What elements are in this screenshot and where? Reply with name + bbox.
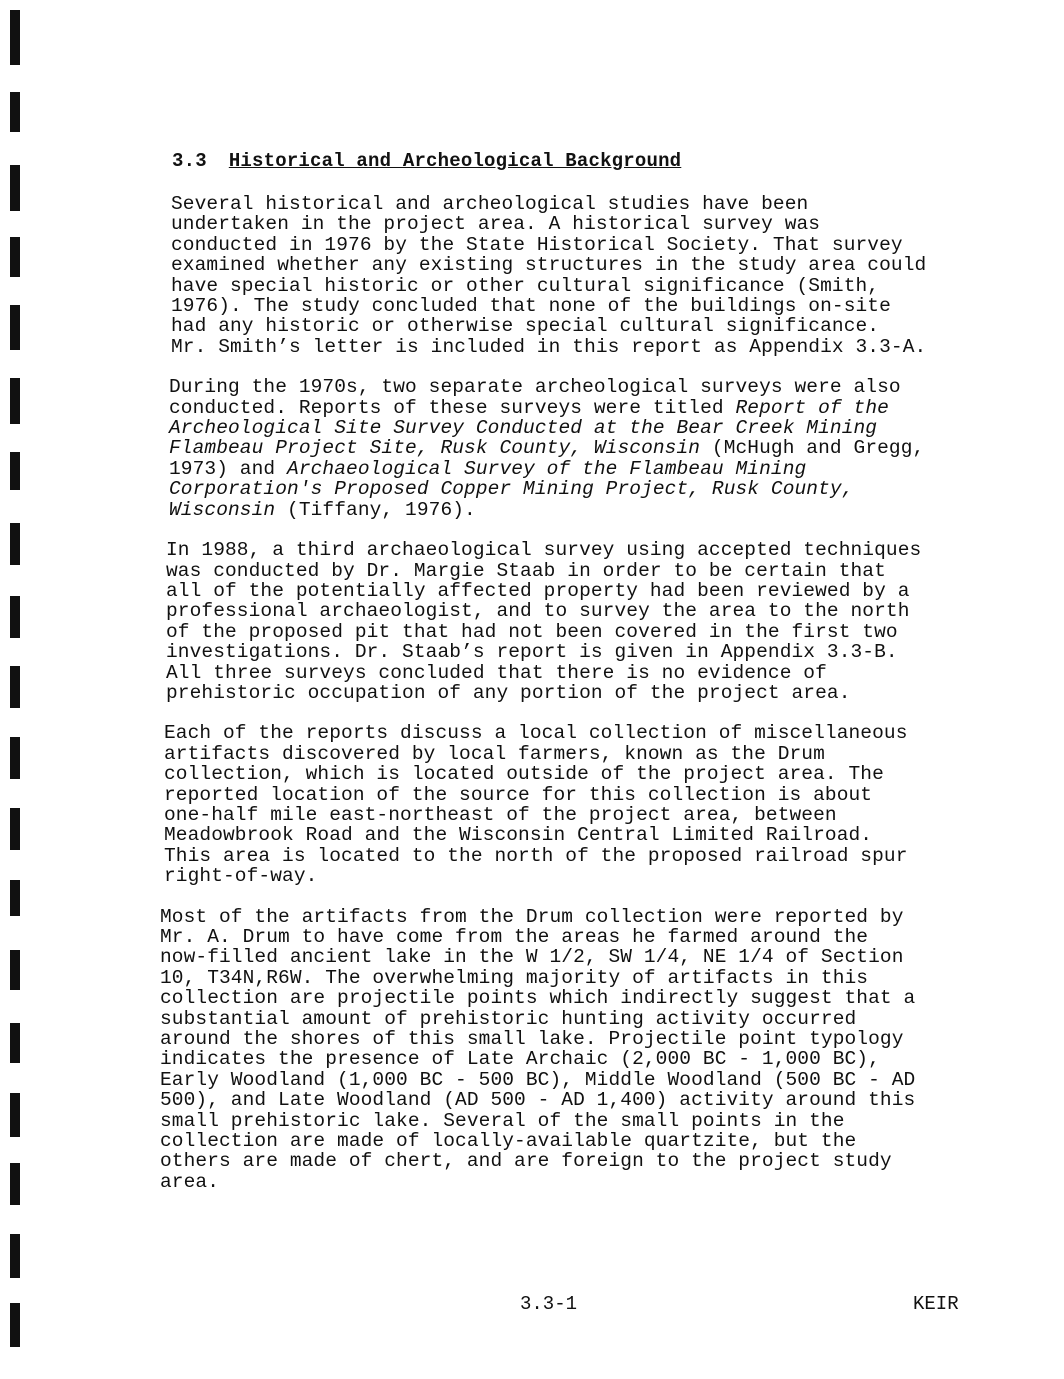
- paragraph-historical-survey: Several historical and archeological studies have been undertaken in the project area. A historical survey was conducted in 1976 by the State Historical Society. That survey examined whether any existing structures in the study area could have special historic or other cultural significance (Smith, 1976). The study concluded that none of the buildings on-site had any historic or otherwise special cultural significance. Mr. Smith’s letter is included in this report as Appendix 3.3-A.: [171, 193, 927, 358]
- paragraph-archeological-surveys: [169, 377, 990, 520]
- paragraph-text: (Tiffany, 1976).: [275, 498, 476, 521]
- binding-mark: [10, 950, 20, 990]
- section-number: 3.3: [172, 150, 207, 172]
- binding-mark: [10, 880, 20, 916]
- paragraph-third-survey: In 1988, a third archaeological survey using accepted techniques was conducted by Dr. Margie Staab in order to be certain that all of the potentially affected property had been reviewed by a professional archaeologist, and to survey the area to the north of the proposed pit that had not been covered in the first two investigations. Dr. Staab’s report is given in Appendix 3.3-B. All three surveys concluded that there is no evidence of prehistoric occupation of any portion of the project area.: [166, 539, 922, 704]
- binding-mark: [10, 523, 20, 565]
- binding-mark: [10, 596, 20, 638]
- binding-mark: [10, 737, 20, 779]
- binding-marks: [0, 0, 40, 1379]
- binding-mark: [10, 237, 20, 277]
- binding-mark: [10, 1093, 20, 1137]
- binding-mark: [10, 666, 20, 708]
- binding-mark: [10, 10, 20, 65]
- paragraph-text: During the 1970s, two separate archeological surveys were also conducted. Reports of these surveys were titled: [169, 376, 901, 419]
- binding-mark: [10, 1303, 20, 1347]
- report-title: Archaeological Survey of the Flambeau Mining Corporation's Proposed Copper Mining Project, Rusk County, Wisconsin: [169, 457, 854, 521]
- document-page: [150, 150, 990, 1212]
- binding-mark: [10, 1163, 20, 1205]
- binding-mark: [10, 305, 20, 350]
- report-title: Report of the Archeological Site Survey Conducted at the Bear Creek Mining Flambeau Project Site, Rusk County, Wisconsin: [169, 396, 889, 460]
- paragraph-text: (McHugh and Gregg, 1973) and: [169, 437, 925, 480]
- page-number: 3.3-1: [520, 1293, 578, 1315]
- binding-mark: [10, 378, 20, 424]
- binding-mark: [10, 808, 20, 850]
- binding-mark: [10, 165, 20, 211]
- paragraph-artifacts: Most of the artifacts from the Drum collection were reported by Mr. A. Drum to have come from the areas he farmed around the now-filled ancient lake in the W 1/2, SW 1/4, NE 1/4 of Section 10, T34N,R6W. The overwhelming majority of artifacts in this collection are projectile points which indirectly suggest that a substantial amount of prehistoric hunting activity occurred around the shores of this small lake. Projectile point typology indicates the presence of Late Archaic (2,000 BC - 1,000 BC), Early Woodland (1,000 BC - 500 BC), Middle Woodland (500 BC - AD 500), and Late Woodland (AD 500 - AD 1,400) activity around this small prehistoric lake. Several of the small points in the collection are made of locally-available quartzite, but the others are made of chert, and are foreign to the project study area.: [160, 905, 916, 1193]
- binding-mark: [10, 92, 20, 132]
- section-title: Historical and Archeological Background: [228, 150, 682, 172]
- binding-mark: [10, 1234, 20, 1278]
- section-heading: [172, 150, 990, 172]
- footer-organization: KEIR: [913, 1293, 959, 1315]
- paragraph-drum-collection: Each of the reports discuss a local collection of miscellaneous artifacts discovered by local farmers, known as the Drum collection, which is located outside of the project area. The reported location of the source for this collection is about one-half mile east-northeast of the project area, between Meadowbrook Road and the Wisconsin Central Limited Railroad. This area is located to the north of the proposed railroad spur right-of-way.: [164, 722, 908, 888]
- binding-mark: [10, 1023, 20, 1063]
- binding-mark: [10, 452, 20, 490]
